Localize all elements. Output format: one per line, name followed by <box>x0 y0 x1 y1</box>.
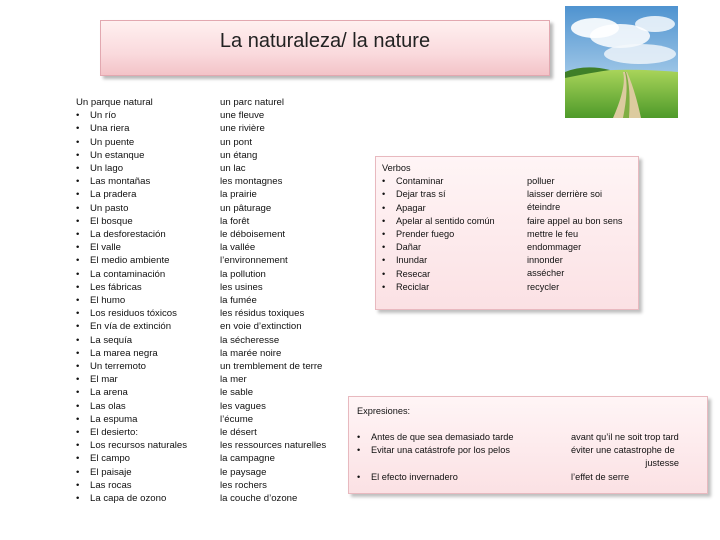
list-item: • La contaminación <box>76 268 187 281</box>
list-item: • Antes de que sea demasiado tarde <box>357 431 514 444</box>
list-item: le déboisement <box>220 229 286 241</box>
landscape-image <box>565 6 678 118</box>
list-item: • Los recursos naturales <box>76 439 187 452</box>
spanish-vocab-header: Un parque natural <box>76 97 153 108</box>
list-item: un tremblement de terre <box>220 361 323 373</box>
list-item: les vagues <box>220 400 266 412</box>
list-item: innonder <box>527 255 563 266</box>
list-item: la mer <box>220 374 247 386</box>
spanish-vocab-list <box>76 109 187 505</box>
list-item: recycler <box>527 281 560 292</box>
expression-translation-2-continued: justesse <box>645 458 679 469</box>
verbs-french-list <box>527 175 623 294</box>
list-item: • La pradera <box>76 188 187 201</box>
list-item: • El medio ambiente <box>76 254 187 267</box>
list-item: • La marea negra <box>76 347 187 360</box>
list-item: • Les fábricas <box>76 281 187 294</box>
list-item: mettre le feu <box>527 228 579 239</box>
list-item: assécher <box>527 268 565 279</box>
list-item: • Las rocas <box>76 479 187 492</box>
list-item: la prairie <box>220 189 257 201</box>
list-item: • En vía de extinción <box>76 320 187 333</box>
verbs-spanish-column <box>382 162 495 294</box>
list-item: laisser derrière soi <box>527 189 603 200</box>
list-item: polluer <box>527 176 555 186</box>
list-item: la couche d’ozone <box>220 493 298 505</box>
list-item: les usines <box>220 281 263 293</box>
list-item: • Un río <box>76 109 187 122</box>
list-item: la forêt <box>220 215 250 227</box>
list-item: • Una riera <box>76 122 187 135</box>
expressions-spanish-column <box>357 405 514 484</box>
list-item: • Un pasto <box>76 202 187 215</box>
list-item: • El valle <box>76 241 187 254</box>
title-box <box>100 20 550 76</box>
list-item: les montagnes <box>220 176 283 188</box>
page-title: La naturaleza/ la nature <box>219 30 431 52</box>
list-item: la vallée <box>220 242 256 254</box>
list-item: le paysage <box>220 466 267 478</box>
list-item: • Las montañas <box>76 175 187 188</box>
list-item: en voie d’extinction <box>220 321 302 333</box>
expressions-header: Expresiones: <box>357 406 411 416</box>
list-item: le sable <box>220 387 254 399</box>
list-item: la campagne <box>220 453 275 465</box>
list-item: éteindre <box>527 202 561 213</box>
list-item: faire appel au bon sens <box>527 215 623 226</box>
list-item: • El efecto invernadero <box>357 471 514 484</box>
expressions-spanish-list <box>357 431 514 457</box>
french-vocab-list <box>220 96 326 505</box>
list-item: un lac <box>220 163 246 175</box>
list-item: • El humo <box>76 294 187 307</box>
list-item: • La arena <box>76 386 187 399</box>
list-item: une fleuve <box>220 110 265 122</box>
verbs-spanish-list <box>382 175 495 294</box>
verbs-french-column <box>527 175 623 294</box>
list-item: • La capa de ozono <box>76 492 187 505</box>
list-item: le désert <box>220 427 257 439</box>
list-item: un pont <box>220 136 253 148</box>
list-item: • La espuma <box>76 413 187 426</box>
list-item: un étang <box>220 149 258 161</box>
list-item: l’écume <box>220 413 254 425</box>
list-item: • El bosque <box>76 215 187 228</box>
list-item: • Un puente <box>76 136 187 149</box>
list-item: • El desierto: <box>76 426 187 439</box>
list-item: une rivière <box>220 123 265 135</box>
expression-translation-2: éviter une catastrophe de <box>571 445 675 456</box>
list-item: • El campo <box>76 452 187 465</box>
list-item: • Inundar <box>382 254 495 267</box>
list-item: • Dañar <box>382 241 495 254</box>
list-item: • Apelar al sentido común <box>382 215 495 228</box>
list-item: • Un estanque <box>76 149 187 162</box>
list-item: • Reciclar <box>382 281 495 294</box>
list-item: • Dejar tras sí <box>382 188 495 201</box>
list-item: les ressources naturelles <box>220 440 327 452</box>
landscape-illustration <box>565 6 678 118</box>
list-item: • Las olas <box>76 400 187 413</box>
list-item: • El mar <box>76 373 187 386</box>
list-item: • Los residuos tóxicos <box>76 307 187 320</box>
expressions-spanish-extra-list <box>357 471 514 484</box>
list-item: • Contaminar <box>382 175 495 188</box>
list-item: un pâturage <box>220 202 272 214</box>
french-vocab-column <box>220 96 326 505</box>
expressions-box <box>348 396 708 494</box>
list-item: la fumée <box>220 295 257 307</box>
list-item: un parc naturel <box>220 97 284 108</box>
expression-translation-1: avant qu’il ne soit trop tard <box>571 432 679 442</box>
list-item: la marée noire <box>220 347 282 359</box>
list-item: la sécheresse <box>220 334 280 346</box>
list-item: les résidus toxiques <box>220 308 305 320</box>
list-item: les rochers <box>220 479 267 491</box>
list-item: • Apagar <box>382 202 495 215</box>
list-item: la pollution <box>220 268 266 280</box>
expressions-french-column <box>571 431 697 484</box>
list-item: • Un lago <box>76 162 187 175</box>
list-item: • Evitar una catástrofe por los pelos <box>357 444 514 457</box>
list-item: • El paisaje <box>76 466 187 479</box>
verbs-box <box>375 156 639 310</box>
list-item: l’environnement <box>220 255 288 267</box>
list-item: • Resecar <box>382 268 495 281</box>
expression-translation-3: l’effet de serre <box>571 471 630 482</box>
list-item: • La desforestación <box>76 228 187 241</box>
list-item: • Un terremoto <box>76 360 187 373</box>
list-item: • La sequía <box>76 334 187 347</box>
list-item: endommager <box>527 242 582 253</box>
spanish-vocab-column <box>76 96 187 505</box>
list-item: • Prender fuego <box>382 228 495 241</box>
verbs-header: Verbos <box>382 163 411 173</box>
